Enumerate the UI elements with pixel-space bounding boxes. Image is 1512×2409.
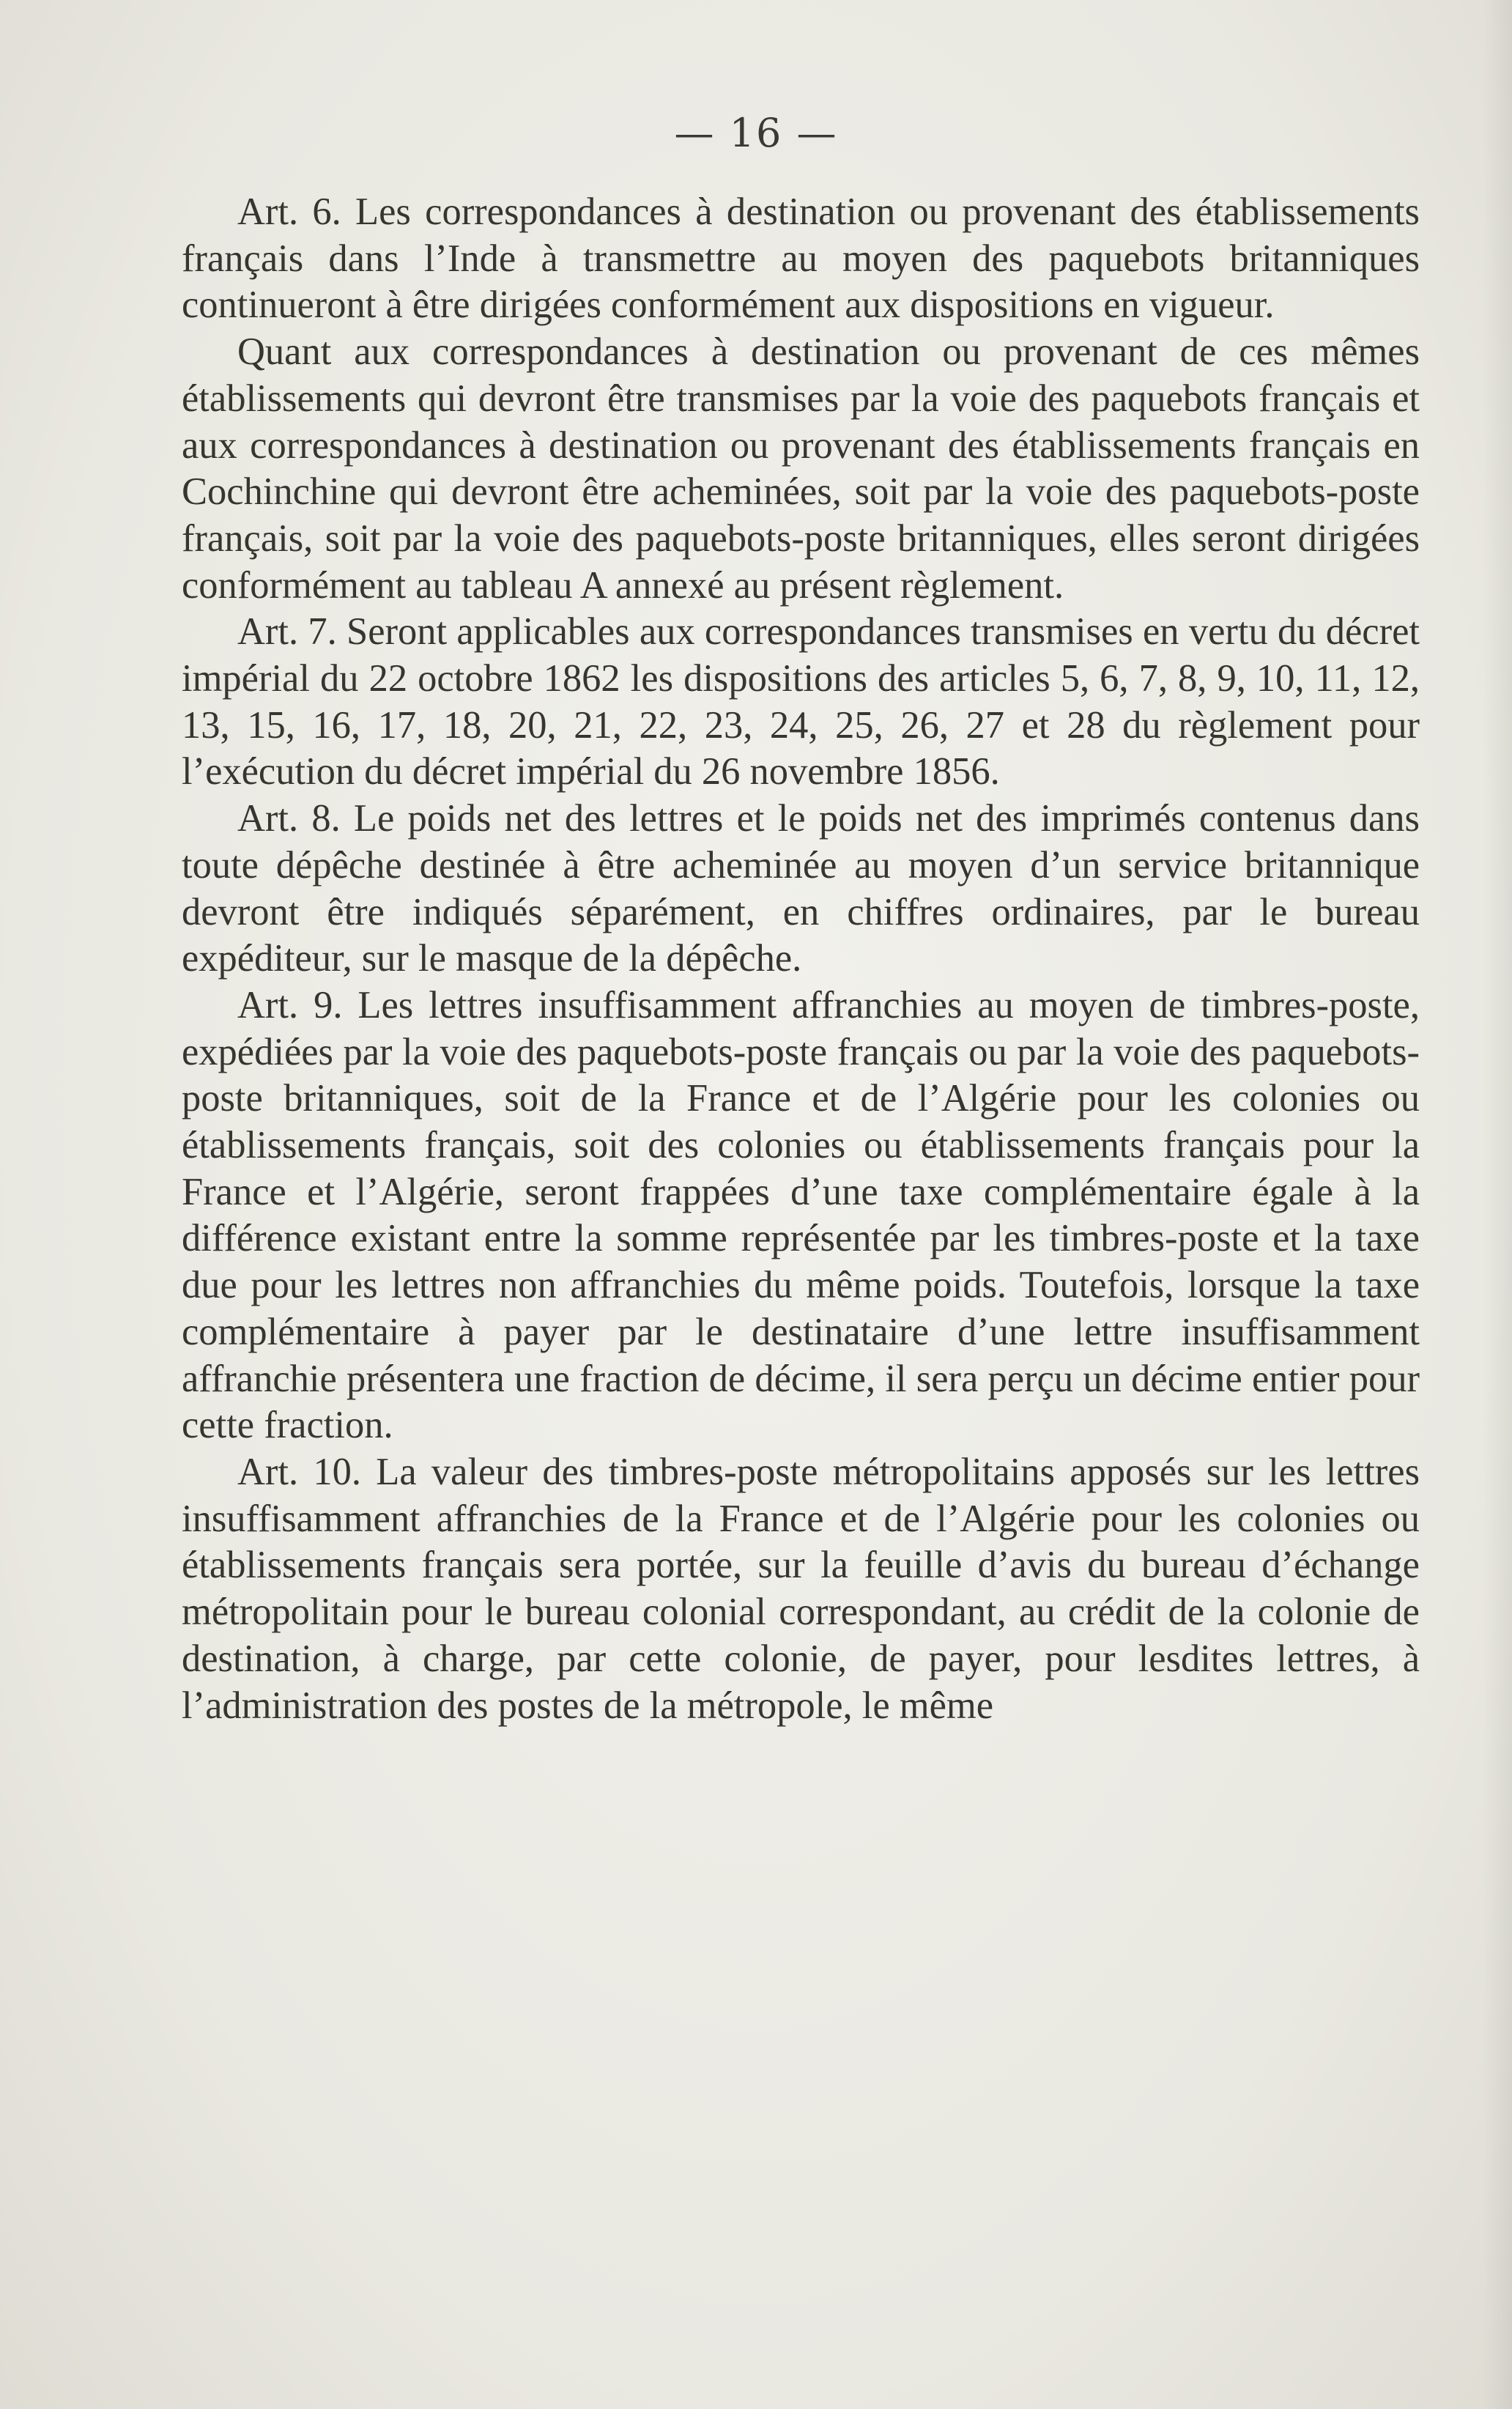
- paragraph-art-6: Art. 6. Les correspondances à destination ou provenant des établissements français dans l’Inde à transmettre au moyen des paquebots britanniques continueront à être dirigées conformément aux dispositions en vigueur.: [182, 190, 1420, 327]
- page-edge-shadow: [1483, 0, 1512, 2409]
- page-number: — 16 —: [674, 110, 838, 156]
- paragraph-art-9: Art. 9. Les lettres insuffisamment affranchies au moyen de timbres-poste, expédiées par la voie des paquebots-poste français ou par la voie des paquebots-poste britanniques, soit de la France et de l’Algérie pour les colonies ou établissements français, soit des colonies ou établissements français pour la France et l’Algérie, seront frappées d’une taxe complémentaire égale à la différence existant entre la somme représentée par les timbres-poste et la taxe due pour les lettres non affranchies du même poids. Toutefois, lorsque la taxe complémentaire à payer par le destinataire d’une lettre insuffisamment affranchie présentera une fraction de décime, il sera perçu un décime entier pour cette fraction.: [182, 983, 1420, 1447]
- paragraph-art-8: Art. 8. Le poids net des lettres et le poids net des imprimés contenus dans toute dépêche destinée à être acheminée au moyen d’un service britannique devront être indiqués séparément, en chiffres ordinaires, par le bureau expéditeur, sur le masque de la dépêche.: [182, 797, 1420, 980]
- paragraph-art-7: Art. 7. Seront applicables aux correspondances transmises en vertu du décret impérial du 22 octobre 1862 les dispositions des articles 5, 6, 7, 8, 9, 10, 11, 12, 13, 15, 16, 17, 18, 20, 21, 22, 23, 24, 25, 26, 27 et 28 du règlement pour l’exécution du décret impérial du 26 novembre 1856.: [182, 610, 1420, 793]
- paragraph-art-6-continued: Quant aux correspondances à destination ou provenant de ces mêmes établissements qui devront être transmises par la voie des paquebots français et aux correspondances à destination ou provenant des établissements français en Cochinchine qui devront être acheminées, soit par la voie des paquebots-poste français, soit par la voie des paquebots-poste britanniques, elles seront dirigées conformément au tableau A annexé au présent règlement.: [182, 330, 1420, 607]
- body-text: [182, 189, 1420, 1729]
- paragraph-art-10: Art. 10. La valeur des timbres-poste métropolitains apposés sur les lettres insuffisamment affranchies de la France et de l’Algérie pour les colonies ou établissements français sera portée, sur la feuille d’avis du bureau d’échange métropolitain pour le bureau colonial correspondant, au crédit de la colonie de destination, à charge, par cette colonie, de payer, pour lesdites lettres, à l’administration des postes de la métropole, le même: [182, 1450, 1420, 1727]
